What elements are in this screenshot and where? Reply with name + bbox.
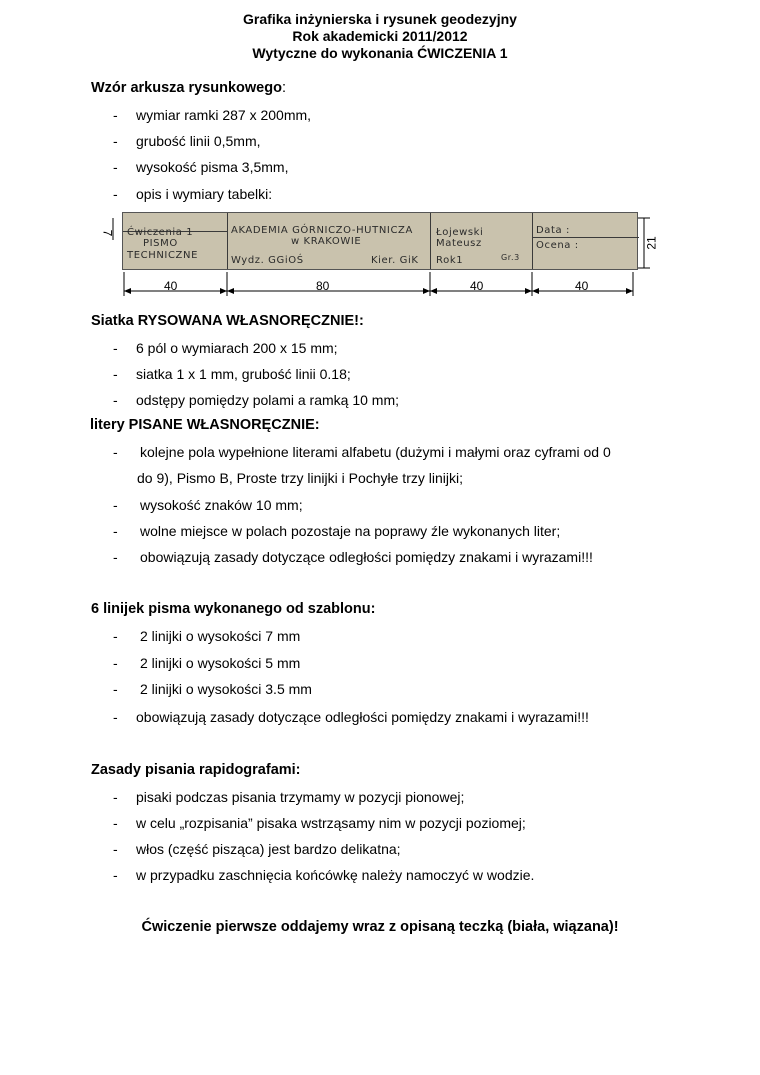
letters-item-line2: do 9), Pismo B, Proste trzy linijki i Pochyłe trzy linijki; — [137, 470, 463, 486]
letters-item: obowiązują zasady dotyczące odległości pomiędzy znakami i wyrazami!!! — [140, 549, 593, 565]
dim-width: 40 — [164, 279, 178, 293]
title-block-techniczne: TECHNICZNE — [127, 250, 198, 261]
title-block-year: Rok1 — [436, 255, 464, 266]
pens-item: pisaki podczas pisania trzymamy w pozycji pionowej; — [136, 789, 465, 805]
sheet-item: wysokość pisma 3,5mm, — [136, 159, 289, 175]
title-block-firstname: Mateusz — [436, 238, 482, 249]
title-block-date: Data : — [536, 225, 571, 236]
title-block-city: w KRAKOWIE — [291, 236, 362, 247]
dim-height-21: 21 — [644, 236, 659, 250]
title-block-faculty: Wydz. GGiOŚ — [231, 255, 304, 266]
pens-section-heading: Zasady pisania rapidografami: — [91, 762, 301, 778]
letters-item: wysokość znaków 10 mm; — [140, 497, 303, 513]
grid-section-heading: Siatka RYSOWANA WŁASNORĘCZNIE!: — [91, 313, 364, 329]
pens-item: włos (część pisząca) jest bardzo delikatna; — [136, 841, 401, 857]
sheet-item: opis i wymiary tabelki: — [136, 186, 273, 202]
stencil-item: 2 linijki o wysokości 3.5 mm — [140, 681, 312, 697]
doc-title-line3: Wytyczne do wykonania ĆWICZENIA 1 — [252, 45, 508, 61]
title-block-group: Gr.3 — [501, 253, 520, 262]
letters-item: wolne miejsce w polach pozostaje na poprawy źle wykonanych liter; — [140, 523, 561, 539]
stencil-item: obowiązują zasady dotyczące odległości pomiędzy znakami i wyrazami!!! — [136, 709, 589, 725]
pens-item: w przypadku zaschnięcia końcówkę należy namoczyć w wodzie. — [136, 867, 535, 883]
grid-item: 6 pól o wymiarach 200 x 15 mm; — [136, 340, 338, 356]
stencil-item: 2 linijki o wysokości 5 mm — [140, 655, 301, 671]
dim-width: 40 — [470, 279, 484, 293]
pens-item: w celu „rozpisania” pisaka wstrząsamy nim w pozycji poziomej; — [136, 815, 526, 831]
final-note: Ćwiczenie pierwsze oddajemy wraz z opisaną teczką (biała, wiązana)! — [141, 919, 619, 935]
title-block-grade: Ocena : — [536, 240, 579, 251]
sheet-item: wymiar ramki 287 x 200mm, — [136, 107, 312, 123]
dim-height-7: 7 — [100, 229, 115, 237]
doc-title-line1: Grafika inżynierska i rysunek geodezyjny — [243, 11, 517, 27]
sheet-item: grubość linii 0,5mm, — [136, 133, 261, 149]
grid-item: odstępy pomiędzy polami a ramką 10 mm; — [136, 392, 399, 408]
title-block-pismo: PISMO — [143, 238, 178, 249]
stencil-section-heading: 6 linijek pisma wykonanego od szablonu: — [91, 601, 376, 617]
dim-width: 80 — [316, 279, 330, 293]
title-block-exercise: Ćwiczenia 1 — [127, 227, 194, 238]
sheet-section-heading: Wzór arkusza rysunkowego: — [91, 80, 286, 96]
grid-item: siatka 1 x 1 mm, grubość linii 0.18; — [136, 366, 351, 382]
doc-title-line2: Rok akademicki 2011/2012 — [292, 28, 468, 44]
dim-width: 40 — [575, 279, 589, 293]
letters-section-heading: litery PISANE WŁASNORĘCZNIE: — [90, 417, 320, 433]
letters-item-line1: kolejne pola wypełnione literami alfabetu (dużymi i małymi oraz cyframi od 0 — [140, 444, 611, 460]
title-block-surname: Łojewski — [436, 227, 484, 238]
stencil-item: 2 linijki o wysokości 7 mm — [140, 628, 301, 644]
title-block — [122, 212, 638, 270]
title-block-field: Kier. GiK — [371, 255, 419, 266]
title-block-university: AKADEMIA GÓRNICZO-HUTNICZA — [231, 225, 413, 236]
